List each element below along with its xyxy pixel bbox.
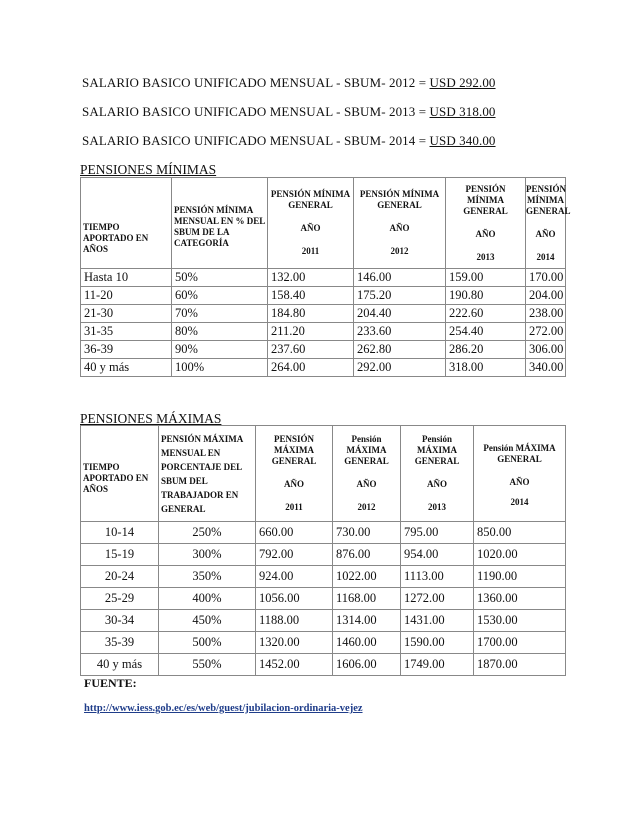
table-cell: 1056.00 [256,588,333,610]
table-cell: 1314.00 [333,610,401,632]
table-cell: 31-35 [81,323,172,341]
table-cell: 1431.00 [401,610,474,632]
table-cell: 1590.00 [401,632,474,654]
minimas-header-year-2013: PENSIÓN MÍNIMA GENERAL AÑO 2013 [446,178,526,269]
table-cell: 211.20 [268,323,354,341]
table-cell: 1360.00 [474,588,566,610]
table-cell: 1020.00 [474,544,566,566]
table-cell: 1190.00 [474,566,566,588]
table-cell: 184.80 [268,305,354,323]
table-row [81,323,566,341]
salary-line-value: USD 340.00 [429,133,496,148]
salary-line-2014 [82,133,496,149]
table-row [81,305,566,323]
table-cell: 146.00 [354,269,446,287]
table-cell: 850.00 [474,522,566,544]
table-cell: 60% [172,287,268,305]
table-cell: 250% [159,522,256,544]
table-cell: 204.00 [526,287,566,305]
minimas-header-porcentaje: PENSIÓN MÍNIMA MENSUAL EN % DEL SBUM DE LA CATEGORÍA [172,178,268,269]
table-cell: 792.00 [256,544,333,566]
table-cell: 238.00 [526,305,566,323]
table-cell: 1606.00 [333,654,401,676]
minimas-header-year-2012: PENSIÓN MÍNIMA GENERAL AÑO 2012 [354,178,446,269]
table-cell: 1460.00 [333,632,401,654]
table-cell: 11-20 [81,287,172,305]
table-cell: 36-39 [81,341,172,359]
maximas-title: PENSIONES MÁXIMAS [80,411,222,426]
minimas-table [80,177,571,377]
table-cell: 795.00 [401,522,474,544]
table-cell: 262.80 [354,341,446,359]
table-cell: 306.00 [526,341,566,359]
minimas-body [81,269,566,377]
table-cell: 318.00 [446,359,526,377]
table-cell: 237.60 [268,341,354,359]
table-cell: 300% [159,544,256,566]
minimas-header-year-2011: PENSIÓN MÍNIMA GENERAL AÑO 2011 [268,178,354,269]
maximas-header-tiempo: TIEMPO APORTADO EN AÑOS [81,426,159,522]
table-cell: 264.00 [268,359,354,377]
salary-line-text: SALARIO BASICO UNIFICADO MENSUAL - SBUM- 2013 = [82,104,427,119]
table-cell: 100% [172,359,268,377]
salary-line-value: USD 292.00 [429,75,496,90]
table-cell: 90% [172,341,268,359]
table-row [81,566,566,588]
table-cell: 1188.00 [256,610,333,632]
table-cell: 1022.00 [333,566,401,588]
table-row [81,654,566,676]
table-cell: 400% [159,588,256,610]
table-cell: 15-19 [81,544,159,566]
table-row [81,632,566,654]
table-row [81,610,566,632]
table-cell: 158.40 [268,287,354,305]
minimas-header-year-2014: PENSIÓN MÍNIMA GENERAL AÑO 2014 [526,178,566,269]
fuente-link[interactable]: http://www.iess.gob.ec/es/web/guest/jubilacion-ordinaria-vejez [84,703,363,714]
table-cell: 190.80 [446,287,526,305]
table-cell: 40 y más [81,654,159,676]
table-cell: 272.00 [526,323,566,341]
table-cell: 286.20 [446,341,526,359]
table-cell: 222.60 [446,305,526,323]
table-cell: 350% [159,566,256,588]
minimas-title: PENSIONES MÍNIMAS [80,162,217,177]
table-cell: 50% [172,269,268,287]
table-cell: 80% [172,323,268,341]
table-cell: 924.00 [256,566,333,588]
salary-line-text: SALARIO BASICO UNIFICADO MENSUAL - SBUM- 2012 = [82,75,427,90]
table-cell: 1272.00 [401,588,474,610]
table-cell: 1452.00 [256,654,333,676]
table-cell: 340.00 [526,359,566,377]
table-cell: 21-30 [81,305,172,323]
minimas-header-tiempo: TIEMPO APORTADO EN AÑOS [81,178,172,269]
table-cell: 292.00 [354,359,446,377]
maximas-header-year-2012: Pensión MÁXIMA GENERAL AÑO 2012 [333,426,401,522]
minimas-header-row [81,178,566,269]
table-cell: 660.00 [256,522,333,544]
fuente-label: FUENTE: [84,676,137,690]
table-cell: 204.40 [354,305,446,323]
table-cell: 25-29 [81,588,159,610]
table-cell: 1320.00 [256,632,333,654]
maximas-table [80,425,566,676]
table-cell: 550% [159,654,256,676]
table-cell: 1870.00 [474,654,566,676]
salary-line-2013 [82,104,496,120]
salary-line-2012 [82,75,496,91]
salary-line-text: SALARIO BASICO UNIFICADO MENSUAL - SBUM- 2014 = [82,133,427,148]
table-cell: 170.00 [526,269,566,287]
table-cell: Hasta 10 [81,269,172,287]
table-cell: 10-14 [81,522,159,544]
table-cell: 876.00 [333,544,401,566]
maximas-header-porcentaje: PENSIÓN MÁXIMA MENSUAL EN PORCENTAJE DEL SBUM DEL TRABAJADOR EN GENERAL [159,426,256,522]
table-cell: 450% [159,610,256,632]
maximas-body [81,522,566,676]
maximas-header-year-2014: Pensión MÁXIMA GENERAL AÑO 2014 [474,426,566,522]
table-row [81,359,566,377]
maximas-header-year-2011: PENSIÓN MÁXIMA GENERAL AÑO 2011 [256,426,333,522]
table-cell: 954.00 [401,544,474,566]
table-cell: 1530.00 [474,610,566,632]
table-cell: 1168.00 [333,588,401,610]
maximas-header-row [81,426,566,522]
table-cell: 20-24 [81,566,159,588]
table-cell: 30-34 [81,610,159,632]
table-cell: 1700.00 [474,632,566,654]
table-row [81,544,566,566]
table-row [81,588,566,610]
table-cell: 35-39 [81,632,159,654]
table-row [81,341,566,359]
table-row [81,287,566,305]
table-cell: 175.20 [354,287,446,305]
table-cell: 132.00 [268,269,354,287]
table-cell: 730.00 [333,522,401,544]
table-cell: 500% [159,632,256,654]
maximas-header-year-2013: Pensión MÁXIMA GENERAL AÑO 2013 [401,426,474,522]
table-cell: 159.00 [446,269,526,287]
table-cell: 40 y más [81,359,172,377]
table-row [81,269,566,287]
salary-line-value: USD 318.00 [429,104,496,119]
table-cell: 1113.00 [401,566,474,588]
table-row [81,522,566,544]
table-cell: 254.40 [446,323,526,341]
table-cell: 1749.00 [401,654,474,676]
table-cell: 70% [172,305,268,323]
table-cell: 233.60 [354,323,446,341]
